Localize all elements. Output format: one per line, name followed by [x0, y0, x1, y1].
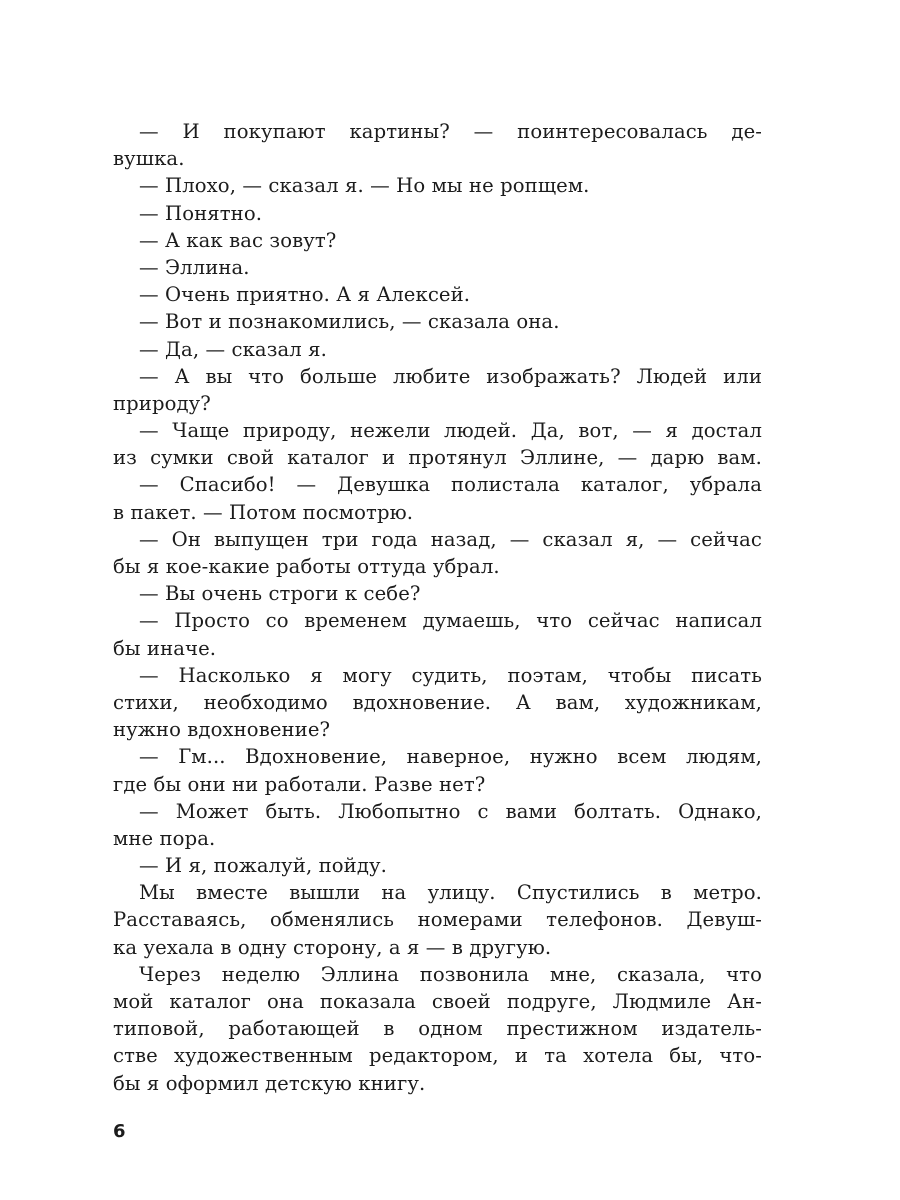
text-line: Мы вместе вышли на улицу. Спустились в метро. [139, 881, 762, 905]
text-line: — Чаще природу, нежели людей. Да, вот, — я достал [139, 419, 762, 443]
text-line: — А вы что больше любите изображать? Людей или [139, 364, 762, 388]
text-line: Расставаясь, обменялись номерами телефонов. Девуш- [113, 908, 762, 932]
text-line: — Да, — сказал я. [139, 337, 327, 361]
text-line: мой каталог она показала своей подруге, Людмиле Ан- [113, 990, 762, 1013]
body-text [113, 118, 762, 1097]
text-line: ка уехала в одну сторону, а я — в другую. [113, 935, 552, 959]
text-line: бы я кое-какие работы оттуда убрал. [113, 555, 500, 578]
text-line: — Плохо, — сказал я. — Но мы не ропщем. [139, 174, 590, 198]
text-line: — Гм... Вдохновение, наверное, нужно всем людям, [139, 745, 762, 769]
text-line: из сумки свой каталог и протянул Эллине, — дарю вам. [113, 446, 762, 470]
text-line: нужно вдохновение? [113, 718, 331, 742]
text-line: — И я, пожалуй, пойду. [139, 854, 387, 878]
text-line: Через неделю Эллина позвонила мне, сказала, что [139, 962, 762, 986]
text-line: — Эллина. [139, 255, 250, 279]
page-number: 6 [113, 1121, 126, 1142]
text-line: стве художественным редактором, и та хотела бы, что- [113, 1044, 762, 1068]
text-line: бы иначе. [113, 636, 217, 660]
text-line: где бы они ни работали. Разве нет? [113, 772, 486, 796]
text-line: — Спасибо! — Девушка полистала каталог, убрала [139, 473, 762, 497]
text-line: — А как вас зовут? [139, 228, 337, 252]
text-line: — Просто со временем думаешь, что сейчас написал [139, 609, 762, 633]
text-line: в пакет. — Потом посмотрю. [113, 500, 414, 524]
text-line: мне пора. [113, 826, 216, 850]
text-line: — Может быть. Любопытно с вами болтать. Однако, [139, 799, 762, 823]
text-line: — Понятно. [139, 201, 263, 225]
text-line: — Очень приятно. А я Алексей. [139, 283, 471, 307]
text-line: типовой, работающей в одном престижном издатель- [113, 1017, 762, 1041]
text-line: природу? [113, 391, 211, 415]
text-line: — Насколько я могу судить, поэтам, чтобы писать [139, 663, 762, 687]
text-line: вушка. [113, 147, 185, 171]
text-line: — Вот и познакомились, — сказала она. [139, 310, 560, 334]
text-line: стихи, необходимо вдохновение. А вам, художникам, [113, 690, 762, 714]
text-line: — Вы очень строги к себе? [139, 582, 421, 606]
text-line: бы я оформил детскую книгу. [113, 1071, 426, 1095]
text-line: — И покупают картины? — поинтересовалась де- [139, 120, 762, 143]
text-line: — Он выпущен три года назад, — сказал я, — сейчас [139, 527, 762, 551]
